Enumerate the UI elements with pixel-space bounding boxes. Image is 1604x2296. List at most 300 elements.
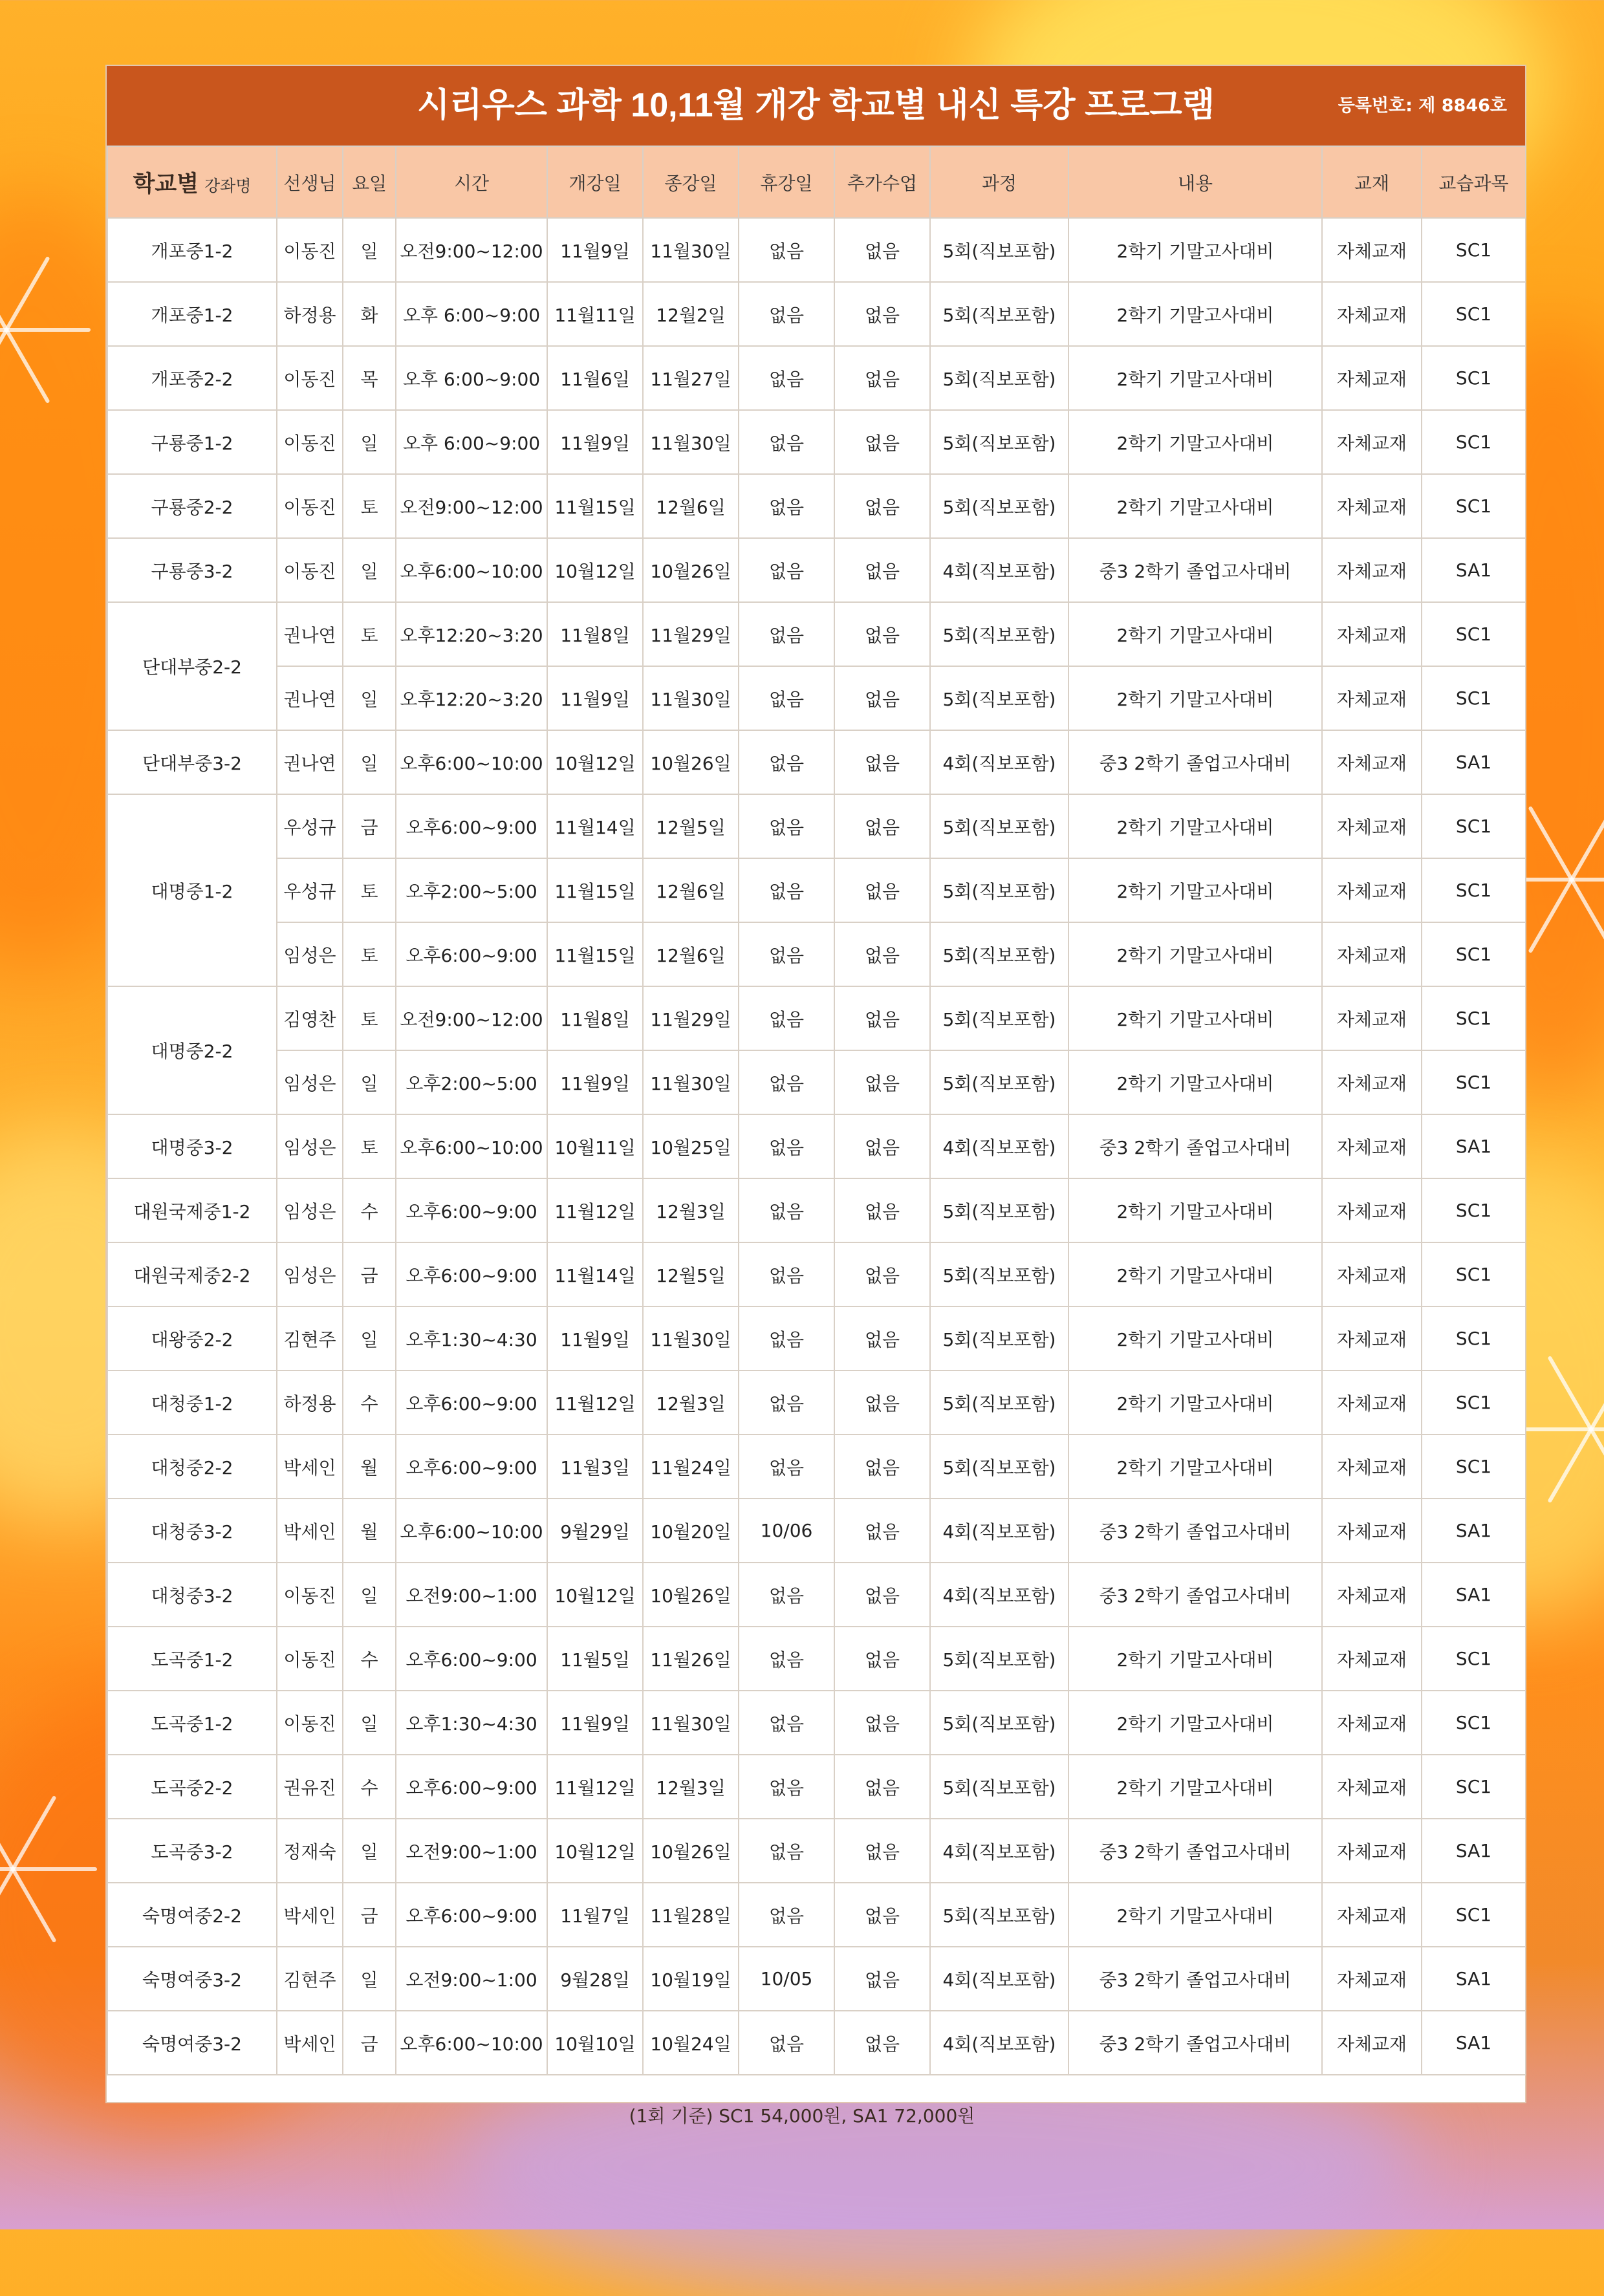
cell-course: 5회(직보포함) (930, 1242, 1068, 1306)
cell-teacher: 임성은 (277, 922, 343, 986)
cell-teacher: 임성은 (277, 1178, 343, 1242)
cell-start: 10월11일 (547, 1114, 643, 1178)
cell-extra: 없음 (834, 1691, 930, 1755)
cell-break: 없음 (739, 1242, 834, 1306)
cell-break: 없음 (739, 1819, 834, 1883)
cell-time: 오전9:00~12:00 (396, 986, 547, 1050)
cell-end: 11월30일 (643, 218, 739, 282)
cell-end: 11월28일 (643, 1883, 739, 1947)
cell-start: 11월11일 (547, 282, 643, 346)
cell-subject: SC1 (1422, 666, 1526, 730)
cell-extra: 없음 (834, 1499, 930, 1563)
cell-break: 없음 (739, 730, 834, 794)
cell-subject: SC1 (1422, 218, 1526, 282)
cell-teacher: 박세인 (277, 1435, 343, 1499)
cell-material: 자체교재 (1322, 346, 1422, 410)
cell-end: 11월30일 (643, 1306, 739, 1370)
page-title: 시리우스 과학 10,11월 개강 학교별 내신 특강 프로그램 (417, 87, 1215, 124)
cell-content: 2학기 기말고사대비 (1068, 410, 1322, 474)
cell-time: 오후6:00~10:00 (396, 1114, 547, 1178)
table-header-row (107, 146, 1526, 218)
cell-end: 12월3일 (643, 1370, 739, 1435)
cell-break: 없음 (739, 218, 834, 282)
cell-content: 2학기 기말고사대비 (1068, 474, 1322, 538)
cell-course: 4회(직보포함) (930, 1114, 1068, 1178)
column-header-extra: 추가수업 (834, 146, 930, 218)
cell-subject: SA1 (1422, 538, 1526, 602)
cell-content: 2학기 기말고사대비 (1068, 1691, 1322, 1755)
cell-course: 4회(직보포함) (930, 730, 1068, 794)
cell-content: 2학기 기말고사대비 (1068, 282, 1322, 346)
cell-start: 9월28일 (547, 1947, 643, 2011)
cell-break: 없음 (739, 1050, 834, 1114)
cell-day: 일 (343, 1947, 396, 2011)
cell-school: 구룡중2-2 (107, 474, 277, 538)
cell-material: 자체교재 (1322, 602, 1422, 666)
table-row (107, 1819, 1526, 1883)
cell-start: 11월3일 (547, 1435, 643, 1499)
column-header-content: 내용 (1068, 146, 1322, 218)
table-row (107, 1627, 1526, 1691)
cell-end: 12월5일 (643, 1242, 739, 1306)
column-header-course: 과정 (930, 146, 1068, 218)
cell-day: 수 (343, 1178, 396, 1242)
table-row (107, 282, 1526, 346)
cell-course: 5회(직보포함) (930, 410, 1068, 474)
cell-start: 11월5일 (547, 1627, 643, 1691)
cell-subject: SA1 (1422, 1114, 1526, 1178)
price-note: (1회 기준) SC1 54,000원, SA1 72,000원 (629, 2105, 975, 2127)
cell-course: 5회(직보포함) (930, 1691, 1068, 1755)
cell-day: 토 (343, 474, 396, 538)
cell-break: 없음 (739, 538, 834, 602)
cell-subject: SA1 (1422, 1947, 1526, 2011)
cell-extra: 없음 (834, 474, 930, 538)
cell-content: 중3 2학기 졸업고사대비 (1068, 1819, 1322, 1883)
cell-content: 2학기 기말고사대비 (1068, 1627, 1322, 1691)
cell-teacher: 김현주 (277, 1947, 343, 2011)
cell-extra: 없음 (834, 1883, 930, 1947)
cell-extra: 없음 (834, 794, 930, 858)
table-row (107, 922, 1526, 986)
table-row (107, 1563, 1526, 1627)
cell-teacher: 하정용 (277, 282, 343, 346)
cell-subject: SC1 (1422, 602, 1526, 666)
cell-day: 금 (343, 1883, 396, 1947)
cell-subject: SC1 (1422, 1627, 1526, 1691)
cell-subject: SC1 (1422, 474, 1526, 538)
cell-start: 10월12일 (547, 730, 643, 794)
cell-start: 11월15일 (547, 474, 643, 538)
column-header-end: 종강일 (643, 146, 739, 218)
cell-course: 5회(직보포함) (930, 858, 1068, 922)
cell-content: 2학기 기말고사대비 (1068, 1050, 1322, 1114)
cell-material: 자체교재 (1322, 1627, 1422, 1691)
cell-time: 오전9:00~12:00 (396, 218, 547, 282)
cell-start: 11월6일 (547, 346, 643, 410)
cell-time: 오후12:20~3:20 (396, 666, 547, 730)
cell-course: 5회(직보포함) (930, 986, 1068, 1050)
cell-teacher: 권나연 (277, 602, 343, 666)
table-row (107, 346, 1526, 410)
cell-course: 4회(직보포함) (930, 1947, 1068, 2011)
cell-course: 4회(직보포함) (930, 1563, 1068, 1627)
cell-extra: 없음 (834, 1627, 930, 1691)
cell-break: 없음 (739, 922, 834, 986)
sparkle-decoration (0, 1785, 97, 1953)
cell-start: 11월12일 (547, 1178, 643, 1242)
cell-end: 11월24일 (643, 1435, 739, 1499)
cell-start: 11월7일 (547, 1883, 643, 1947)
cell-end: 10월24일 (643, 2011, 739, 2075)
cell-teacher: 권유진 (277, 1755, 343, 1819)
cell-teacher: 우성규 (277, 858, 343, 922)
table-row (107, 986, 1526, 1050)
cell-end: 11월29일 (643, 986, 739, 1050)
cell-time: 오후6:00~9:00 (396, 1178, 547, 1242)
cell-extra: 없음 (834, 410, 930, 474)
sparkle-decoration (0, 246, 91, 414)
cell-end: 10월26일 (643, 1563, 739, 1627)
cell-day: 일 (343, 410, 396, 474)
table-row (107, 858, 1526, 922)
cell-break: 없음 (739, 986, 834, 1050)
cell-extra: 없음 (834, 858, 930, 922)
cell-teacher: 이동진 (277, 346, 343, 410)
column-header-teacher: 선생님 (277, 146, 343, 218)
cell-school: 대청중2-2 (107, 1435, 277, 1499)
cell-end: 12월3일 (643, 1178, 739, 1242)
cell-content: 2학기 기말고사대비 (1068, 1755, 1322, 1819)
cell-day: 일 (343, 1563, 396, 1627)
cell-school: 대명중3-2 (107, 1114, 277, 1178)
table-row (107, 1755, 1526, 1819)
cell-material: 자체교재 (1322, 794, 1422, 858)
cell-material: 자체교재 (1322, 1819, 1422, 1883)
cell-material: 자체교재 (1322, 1242, 1422, 1306)
cell-course: 5회(직보포함) (930, 1627, 1068, 1691)
table-row (107, 538, 1526, 602)
cell-end: 11월26일 (643, 1627, 739, 1691)
cell-day: 금 (343, 2011, 396, 2075)
cell-school: 숙명여중2-2 (107, 1883, 277, 1947)
cell-time: 오전9:00~1:00 (396, 1947, 547, 2011)
cell-content: 2학기 기말고사대비 (1068, 858, 1322, 922)
cell-content: 중3 2학기 졸업고사대비 (1068, 538, 1322, 602)
cell-school: 도곡중1-2 (107, 1627, 277, 1691)
cell-course: 5회(직보포함) (930, 1435, 1068, 1499)
cell-time: 오후6:00~9:00 (396, 1242, 547, 1306)
cell-course: 4회(직보포함) (930, 538, 1068, 602)
cell-break: 없음 (739, 794, 834, 858)
cell-material: 자체교재 (1322, 1306, 1422, 1370)
cell-day: 일 (343, 666, 396, 730)
cell-material: 자체교재 (1322, 986, 1422, 1050)
cell-teacher: 김영찬 (277, 986, 343, 1050)
table-row (107, 1370, 1526, 1435)
registration-number: 등록번호: 제 8846호 (1338, 96, 1507, 116)
cell-day: 토 (343, 858, 396, 922)
column-header-subject: 교습과목 (1422, 146, 1526, 218)
cell-break: 없음 (739, 1627, 834, 1691)
cell-extra: 없음 (834, 1563, 930, 1627)
cell-break: 없음 (739, 346, 834, 410)
cell-subject: SC1 (1422, 1755, 1526, 1819)
cell-end: 10월26일 (643, 730, 739, 794)
table-row (107, 602, 1526, 666)
cell-day: 토 (343, 1114, 396, 1178)
table-row (107, 1242, 1526, 1306)
table-row (107, 2011, 1526, 2075)
cell-subject: SC1 (1422, 1050, 1526, 1114)
cell-teacher: 김현주 (277, 1306, 343, 1370)
cell-teacher: 이동진 (277, 410, 343, 474)
cell-end: 12월6일 (643, 922, 739, 986)
cell-course: 5회(직보포함) (930, 1050, 1068, 1114)
cell-end: 12월3일 (643, 1755, 739, 1819)
cell-subject: SC1 (1422, 1242, 1526, 1306)
cell-content: 2학기 기말고사대비 (1068, 346, 1322, 410)
cell-time: 오후12:20~3:20 (396, 602, 547, 666)
cell-end: 10월26일 (643, 1819, 739, 1883)
cell-end: 11월29일 (643, 602, 739, 666)
cell-subject: SC1 (1422, 922, 1526, 986)
cell-school: 단대부중3-2 (107, 730, 277, 794)
cell-break: 없음 (739, 1306, 834, 1370)
cell-material: 자체교재 (1322, 730, 1422, 794)
cell-extra: 없음 (834, 346, 930, 410)
cell-teacher: 우성규 (277, 794, 343, 858)
cell-day: 일 (343, 1819, 396, 1883)
cell-start: 11월9일 (547, 1050, 643, 1114)
cell-time: 오전9:00~1:00 (396, 1819, 547, 1883)
cell-day: 토 (343, 602, 396, 666)
cell-subject: SC1 (1422, 1370, 1526, 1435)
cell-day: 수 (343, 1627, 396, 1691)
cell-school: 구룡중1-2 (107, 410, 277, 474)
cell-end: 11월30일 (643, 410, 739, 474)
cell-break: 없음 (739, 282, 834, 346)
cell-day: 일 (343, 1691, 396, 1755)
cell-subject: SC1 (1422, 1691, 1526, 1755)
cell-start: 11월12일 (547, 1370, 643, 1435)
cell-course: 5회(직보포함) (930, 1306, 1068, 1370)
cell-break: 없음 (739, 858, 834, 922)
cell-course: 5회(직보포함) (930, 1370, 1068, 1435)
cell-material: 자체교재 (1322, 218, 1422, 282)
cell-day: 금 (343, 1242, 396, 1306)
cell-school: 대청중1-2 (107, 1370, 277, 1435)
cell-break: 없음 (739, 602, 834, 666)
cell-course: 4회(직보포함) (930, 2011, 1068, 2075)
cell-material: 자체교재 (1322, 922, 1422, 986)
cell-material: 자체교재 (1322, 1947, 1422, 2011)
column-header-school: 학교별 강좌명 (107, 146, 277, 218)
cell-teacher: 권나연 (277, 730, 343, 794)
cell-day: 토 (343, 922, 396, 986)
cell-break: 10/05 (739, 1947, 834, 2011)
cell-school: 대명중2-2 (107, 986, 277, 1114)
cell-day: 일 (343, 1306, 396, 1370)
cell-time: 오후1:30~4:30 (396, 1306, 547, 1370)
cell-school: 대청중3-2 (107, 1499, 277, 1563)
cell-extra: 없음 (834, 1242, 930, 1306)
column-header-start: 개강일 (547, 146, 643, 218)
cell-content: 2학기 기말고사대비 (1068, 1435, 1322, 1499)
cell-time: 오후6:00~9:00 (396, 1883, 547, 1947)
cell-time: 오후2:00~5:00 (396, 1050, 547, 1114)
cell-material: 자체교재 (1322, 1178, 1422, 1242)
cell-end: 12월6일 (643, 474, 739, 538)
cell-break: 없음 (739, 1755, 834, 1819)
cell-teacher: 이동진 (277, 1627, 343, 1691)
cell-end: 10월25일 (643, 1114, 739, 1178)
cell-material: 자체교재 (1322, 474, 1422, 538)
cell-subject: SA1 (1422, 1563, 1526, 1627)
cell-end: 11월30일 (643, 1050, 739, 1114)
cell-time: 오후2:00~5:00 (396, 858, 547, 922)
cell-day: 월 (343, 1499, 396, 1563)
cell-school: 대원국제중2-2 (107, 1242, 277, 1306)
cell-teacher: 이동진 (277, 1691, 343, 1755)
table-row (107, 1499, 1526, 1563)
cell-teacher: 임성은 (277, 1242, 343, 1306)
table-row (107, 1178, 1526, 1242)
cell-start: 9월29일 (547, 1499, 643, 1563)
cell-course: 5회(직보포함) (930, 794, 1068, 858)
cell-end: 12월5일 (643, 794, 739, 858)
cell-start: 11월15일 (547, 858, 643, 922)
cell-school: 도곡중1-2 (107, 1691, 277, 1755)
cell-material: 자체교재 (1322, 1755, 1422, 1819)
cell-teacher: 박세인 (277, 1499, 343, 1563)
table-row (107, 730, 1526, 794)
cell-material: 자체교재 (1322, 1499, 1422, 1563)
cell-subject: SC1 (1422, 346, 1526, 410)
cell-day: 일 (343, 538, 396, 602)
cell-teacher: 이동진 (277, 538, 343, 602)
cell-start: 10월10일 (547, 2011, 643, 2075)
column-header-day: 요일 (343, 146, 396, 218)
cell-day: 화 (343, 282, 396, 346)
table-row (107, 794, 1526, 858)
cell-content: 2학기 기말고사대비 (1068, 218, 1322, 282)
cell-day: 일 (343, 730, 396, 794)
cell-extra: 없음 (834, 986, 930, 1050)
cell-teacher: 이동진 (277, 218, 343, 282)
cell-course: 5회(직보포함) (930, 666, 1068, 730)
cell-content: 2학기 기말고사대비 (1068, 1370, 1322, 1435)
cell-day: 목 (343, 346, 396, 410)
cell-time: 오후6:00~10:00 (396, 538, 547, 602)
cell-time: 오후6:00~9:00 (396, 922, 547, 986)
cell-school: 대원국제중1-2 (107, 1178, 277, 1242)
cell-teacher: 정재숙 (277, 1819, 343, 1883)
cell-subject: SA1 (1422, 1819, 1526, 1883)
cell-course: 4회(직보포함) (930, 1499, 1068, 1563)
cell-extra: 없음 (834, 538, 930, 602)
cell-subject: SA1 (1422, 1499, 1526, 1563)
cell-content: 2학기 기말고사대비 (1068, 1306, 1322, 1370)
cell-school: 구룡중3-2 (107, 538, 277, 602)
cell-subject: SA1 (1422, 730, 1526, 794)
cell-school: 숙명여중3-2 (107, 1947, 277, 2011)
cell-school: 숙명여중3-2 (107, 2011, 277, 2075)
cell-break: 없음 (739, 1178, 834, 1242)
table-row (107, 1114, 1526, 1178)
cell-start: 11월9일 (547, 1691, 643, 1755)
cell-course: 5회(직보포함) (930, 218, 1068, 282)
cell-teacher: 임성은 (277, 1114, 343, 1178)
cell-extra: 없음 (834, 218, 930, 282)
cell-break: 없음 (739, 1435, 834, 1499)
cell-end: 11월27일 (643, 346, 739, 410)
cell-time: 오후6:00~9:00 (396, 1435, 547, 1499)
cell-day: 수 (343, 1755, 396, 1819)
cell-time: 오후6:00~9:00 (396, 1627, 547, 1691)
cell-break: 없음 (739, 410, 834, 474)
cell-content: 2학기 기말고사대비 (1068, 666, 1322, 730)
cell-material: 자체교재 (1322, 2011, 1422, 2075)
cell-start: 11월9일 (547, 218, 643, 282)
cell-break: 없음 (739, 474, 834, 538)
cell-break: 없음 (739, 1883, 834, 1947)
cell-teacher: 박세인 (277, 1883, 343, 1947)
cell-material: 자체교재 (1322, 1370, 1422, 1435)
cell-end: 10월26일 (643, 538, 739, 602)
cell-school: 대청중3-2 (107, 1563, 277, 1627)
cell-time: 오후6:00~10:00 (396, 2011, 547, 2075)
table-body (107, 218, 1526, 2075)
cell-extra: 없음 (834, 1819, 930, 1883)
cell-subject: SC1 (1422, 282, 1526, 346)
cell-extra: 없음 (834, 1306, 930, 1370)
cell-break: 없음 (739, 2011, 834, 2075)
cell-content: 2학기 기말고사대비 (1068, 1883, 1322, 1947)
cell-time: 오후1:30~4:30 (396, 1691, 547, 1755)
cell-content: 2학기 기말고사대비 (1068, 1242, 1322, 1306)
cell-time: 오전9:00~12:00 (396, 474, 547, 538)
cell-material: 자체교재 (1322, 1050, 1422, 1114)
table-row (107, 1435, 1526, 1499)
cell-start: 11월14일 (547, 794, 643, 858)
cell-end: 11월30일 (643, 1691, 739, 1755)
cell-school: 개포중2-2 (107, 346, 277, 410)
cell-day: 토 (343, 986, 396, 1050)
cell-extra: 없음 (834, 282, 930, 346)
cell-break: 없음 (739, 1563, 834, 1627)
table-row (107, 218, 1526, 282)
schedule-table (107, 146, 1526, 2075)
table-row (107, 410, 1526, 474)
cell-course: 5회(직보포함) (930, 1178, 1068, 1242)
cell-subject: SC1 (1422, 986, 1526, 1050)
cell-subject: SC1 (1422, 1306, 1526, 1370)
cell-school: 대명중1-2 (107, 794, 277, 986)
column-header-time: 시간 (396, 146, 547, 218)
cell-time: 오후6:00~9:00 (396, 794, 547, 858)
cell-material: 자체교재 (1322, 1563, 1422, 1627)
cell-material: 자체교재 (1322, 1435, 1422, 1499)
table-row (107, 666, 1526, 730)
cell-course: 5회(직보포함) (930, 1755, 1068, 1819)
table-row (107, 1050, 1526, 1114)
cell-extra: 없음 (834, 1370, 930, 1435)
table-row (107, 1306, 1526, 1370)
cell-start: 11월14일 (547, 1242, 643, 1306)
cell-course: 5회(직보포함) (930, 474, 1068, 538)
cell-content: 2학기 기말고사대비 (1068, 922, 1322, 986)
